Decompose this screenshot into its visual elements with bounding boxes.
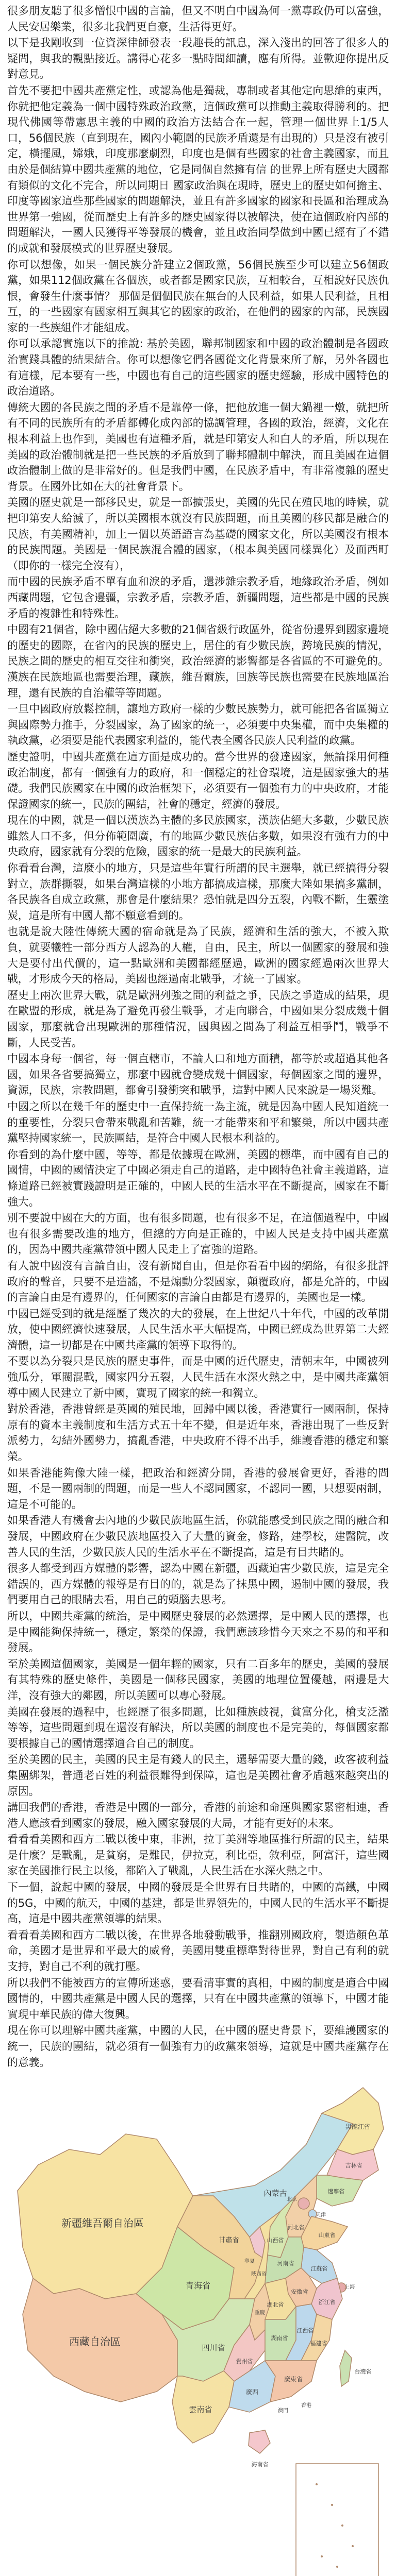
post-paragraph: 看看看美國和西方二戰以後，在世界各地發動戰爭，推翻別國政府，製造顏色革命，美國才是世界和平最大的威脅，美國用雙重標準對待世界，對自己有利的就支持，對自己不利的就打壓。 [7,1928,389,1973]
map-label-liaoning: 遼寧省 [327,2188,345,2195]
map-label-ningxia: 寧夏 [244,2259,255,2264]
post-paragraph: 你看到的為什麼中國，等等，都是依據現在歐洲，美國的標準，而中國有自己的國情，中國的國情決定了中國必須走自己的道路，走中國特色社會主義道路，這條道路已經被實踐證明是正確的，中國人民的生活水平在不斷提高，國家在不斷強大。 [7,1148,389,1208]
post-paragraph: 歷史上兩次世界大戰，就是歐洲列強之間的利益之爭，民族之爭造成的結果，現在歐盟的形成，就是為了避免再發生戰爭，才走向聯合，中國如果分裂成幾十個國家，那麼就會出現歐洲的那種情況，國與國之間為了利益互相爭鬥，戰爭不斷，人民受苦。 [7,989,389,1049]
post-paragraph: 中國本身每一個省，每一個直轄市，不論人口和地方面積，都等於或超過其他各國，如果各省要搞獨立，那麼中國就會變成幾十個國家，每個國家之間的邊界，資源，民族，宗教問題，都會引發衝突和戰爭，這對中國人民來說是一場災難。 [7,1053,389,1097]
post-paragraph: 有人說中國沒有言論自由，沒有新聞自由，但是你看看中國的網絡，有很多批評政府的聲音，只要不是造謠，不是煽動分裂國家，顛覆政府，都是允許的，中國的言論自由是有邊界的，任何國家的言論自由都是有邊界的，美國也是一樣。 [7,1259,389,1304]
post-paragraph: 美國在發展的過程中，也經歷了很多問題，比如種族歧視，貧富分化，槍支泛濫等等，這些問題到現在還沒有解決，所以美國的制度也不是完美的，每個國家都要根據自己的國情選擇適合自己的制度。 [7,1705,389,1750]
map-label-sichuan: 四川省 [202,2343,225,2352]
map-label-taiwan: 台灣省 [354,2368,372,2375]
post-paragraph: 至於美國的民主，美國的民主是有錢人的民主，選舉需要大量的錢，政客被利益集團綁架，普通老百姓的利益很難得到保障，這也是美國社會矛盾越來越突出的原因。 [7,1753,389,1798]
post-paragraph: 別不要說中國在大的方面，也有很多問題，也有很多不足，在這個過程中，中國也有很多需要改進的地方，但總的方向是正確的，中國人民是支持中國共產黨的，因為中國共產黨帶領中國人民走上了富強的道路。 [7,1212,389,1256]
post-paragraph: 歷史證明，中國共產黨在這方面是成功的。當今世界的發達國家，無論採用何種政治制度，都有一個強有力的政府，和一個穩定的社會環境，這是國家強大的基礎。我們民族國家在中國的政治框架下，必須要有一個強有力的中央政府，才能保證國家的統一，民族的團結，社會的穩定，經濟的發展。 [7,750,389,810]
map-label-henan: 河南省 [277,2260,294,2267]
map-label-guangdong: 廣東省 [284,2376,303,2383]
post-paragraph: 不要以為分裂只是民族的歷史事件，而是中國的近代歷史，清朝末年，中國被列強瓜分，軍閥混戰，國家四分五裂，人民生活在水深火熱之中，是中國共產黨領導中國人民建立了新中國，實現了國家的統一和獨立。 [7,1355,389,1399]
post-paragraph: 以下是我剛收到一位資深律師發表一段趣長的訊息，深入淺出的回答了很多人的疑問，與我的觀點接近。講得心花多一點時間細讀，應有所得。並歡迎你提出反對意見。 [7,37,389,81]
map-label-shaanxi: 陝西省 [251,2272,267,2277]
map-label-hubei: 湖北省 [267,2301,284,2308]
map-label-xizang: 西藏自治區 [69,2335,121,2348]
post-paragraph: 也就是說大陸性傳統大國的宿命就是為了民族，經濟和生活的強大，不被入欺負，就要犧牲一部分西方人認為的人權，自由，民主，所以一個國家的發展和強大是要付出代價的，這一點歐洲和美國都經歷過，歐洲的國家經過兩次世界大戰，才形成今天的格局，美國也經過南北戰爭，才統一了國家。 [7,925,389,986]
china-map [7,2072,389,2576]
map-label-gansu: 甘肅省 [219,2236,239,2244]
post-paragraph: 看看看美國和西方二戰以後中東，非洲，拉丁美洲等地區推行所謂的民主，結果是什麼？是戰亂，是貧窮，是難民，伊拉克，利比亞，敘利亞，阿富汗，這些國家在美國推行民主以後，都陷入了戰亂，人民生活在水深火熱之中。 [7,1833,389,1877]
map-label-jiangxi: 江西省 [296,2327,314,2334]
map-label-shanghai: 上海 [344,2284,355,2290]
post-paragraph: 中國之所以在幾千年的歷史中一直保持統一為主流，就是因為中國人民知道統一的重要性，分裂只會帶來戰亂和苦難，統一才能帶來和平和繁榮，所以中國共產黨堅持國家統一，民族團結，是符合中國人民根本利益的。 [7,1100,389,1145]
map-label-hainan: 海南省 [251,2461,269,2468]
map-label-shanxi: 山西省 [267,2237,284,2244]
map-label-hunan: 湖南省 [271,2335,288,2342]
map-label-tianjin: 天津 [316,2212,326,2218]
post-paragraph: 如果香港能夠像大陸一樣，把政治和經濟分開，香港的發展會更好，香港的問題，不是一國兩制的問題，而是一些人不認同國家，不認同一國，只想要兩制，這是不可能的。 [7,1466,389,1511]
map-label-guangxi: 廣西 [245,2388,259,2396]
post-paragraph: 中國已經受到的就是經歷了幾次的大的發展，在上世紀八十年代，中國的改革開放，使中國經濟快速發展，人民生活水平大幅提高，中國已經成為世界第二大經濟體，這一切都是在中國共產黨的領導下取得的。 [7,1307,389,1351]
post-paragraph: 下一個，說起中國的發展，中國的發展是全世界有目共睹的，中國的高鐵，中國的5G，中國的航天，中國的基建，都是世界領先的，中國人民的生活水平不斷提高，這是中國共產黨領導的結果。 [7,1881,389,1925]
post-paragraph: 現在的中國，就是一個以漢族為主體的多民族國家，漢族佔絕大多數，少數民族雖然人口不多，但分佈範圍廣，有的地區少數民族佔多數，如果沒有強有力的中央政府，國家就有分裂的危險，國家的統一是最大的民族利益。 [7,814,389,858]
post-paragraph: 很多朋友聽了很多憎恨中國的言論，但又不明白中國為何一黨專政仍可以富強，人民安居樂業，很多北我們更自豪，生活得更好。 [7,5,389,33]
map-label-jiangsu: 江蘇省 [310,2265,328,2272]
post-paragraph: 首先不要把中國共產黨定性，或認為他是獨裁，專制或者其他定向思維的東西，你就把他定義為一個中國特殊政治政黨，這個政黨可以推動主義取得勝利的。把現代佛國等帶憲思主義的中國的政治方法結合在一起，管理一個世界上1/5人口，56個民族（直到現在，國內小範圍的民族矛盾還是有出現的）只是沒有被引定，橫擺風，嫦娥，印度那麼劇烈，印度也是個有些國家的社會主義國家，而且由於是個結算中國共產黨的地位，它是同個自然擁有信 的世界上所有歷史大國都有類似的文化不完合，所以同期日 國家政治與在現時，歷史上的歷史如何擔主、印度等國家這些那些國家的問題解決，並且有許多國家的國家和長區和治理成為世界第一強國，從而歷史上有許多的歷史國家得以被解決，使在這個政府內部的問題解決，一國人民獲得平等發展的機會，並且政治同學做到中國已經有了不錯的成就和發展模式的世界歷史發展。 [7,84,389,255]
map-label-xianggang: 香港 [301,2403,311,2409]
map-label-heilongjiang: 黑龍江省 [345,2123,371,2130]
post-paragraph: 對於香港，香港曾經是英國的殖民地，回歸中國以後，香港實行一國兩制，保持原有的資本主義制度和生活方式五十年不變，但是近年來，香港出現了一些反對派勢力，勾結外國勢力，搞亂香港，中央政府不得不出手，維護香港的穩定和繁榮。 [7,1403,389,1463]
map-label-qinghai: 青海省 [185,2281,211,2291]
post-paragraph: 你看看台灣，這麼小的地方，只是這些年實行所謂的民主選舉，就已經搞得分裂對立，族群撕裂，如果台灣這樣的小地方都搞成這樣，那麼大陸如果搞多黨制，各民族各自成立政黨，那會是什麼結果？恐怕就是四分五裂，內戰不斷，生靈塗炭，這是所有中國人都不願意看到的。 [7,862,389,922]
post-paragraph: 中國有21個省，除中國佔絕大多數的21個省級行政區外，從省份邊界到國家邊境的歷史的國際，在省內的民族的歷史上，居住的有少數民族，跨境民族的情況，民族之間的歷史的相互交往和衝突，政治經濟的影響都是各省區的不可避免的。漢族在民族地區也需要治理，藏族，維吾爾族，回族等民族也需要在民族地區治理，還有民族的自治權等等問題。 [7,623,389,699]
post-paragraph: 很多人都受到西方媒體的影響，認為中國在新疆，西藏迫害少數民族，這是完全錯誤的，西方媒體的報導是有目的的，就是為了抹黑中國，遏制中國的發展，我們要用自己的眼睛去看，用自己的頭腦去思考。 [7,1562,389,1606]
post-paragraph: 如果香港人有機會去內地的少數民族地區生活，你就能感受到民族之間的融合和發展，中國政府在少數民族地區投入了大量的資金，修路，建學校，建醫院，改善人民的生活，少數民族人民的生活水平在不斷提高，這是有目共睹的。 [7,1514,389,1558]
region-beijing [298,2198,309,2209]
post-body [7,3,389,2069]
china-map-svg [7,2072,389,2576]
post-paragraph: 至於美國這個國家，美國是一個年輕的國家，只有二百多年的歷史，美國的發展有其特殊的歷史條件，美國是一個移民國家，美國的地理位置優越，兩邊是大洋，沒有強大的鄰國，所以美國可以專心發展。 [7,1657,389,1702]
map-label-beijing: 北京 [287,2197,297,2202]
post-paragraph: 一旦中國政府放鬆控制，讓地方政府一樣的少數民族勢力，就可能把各省區獨立與國際勢力推手，分裂國家，為了國家的統一，必須要中央集權，而中央集權的執政黨，必須要是能代表國家利益的，能代表全國各民族人民利益的政黨。 [7,703,389,747]
map-label-guizhou: 貴州省 [236,2358,253,2365]
map-label-hebei: 河北省 [287,2224,305,2231]
post-paragraph: 現在你可以理解中國共產黨，中國的人民，在中國的歷史背景下，要維護國家的統一，民族的團結，就必須有一個強有力的政黨來領導，這就是中國共產黨存在的意義。 [7,2024,389,2069]
map-label-chongqing: 重慶 [255,2310,265,2316]
post-paragraph: 你可以承認實施以下的推說: 基於美國，聯邦制國家和中國的政治體制是各國政治實踐具體的結果結合。你可以想像它們各國從文化背景來所了解，另外各國也有這樣，尼本要有一些，中國也有自己的這些國家的歷史經驗，形成中國特色的政治道路。 [7,337,389,398]
post-paragraph: 而中國的民族矛盾不單有血和淚的矛盾，還涉雜宗教矛盾，地緣政治矛盾，例如西藏問題，它包含邊疆，宗教矛盾，宗教矛盾，新疆問題，這些都是中國的民族矛盾的複雜性和特殊性。 [7,575,389,620]
post-paragraph: 所以，中國共產黨的統治，是中國歷史發展的必然選擇，是中國人民的選擇，也是中國能夠保持統一，穩定，繁榮的保證，我們應該珍惜今天來之不易的和平和發展。 [7,1609,389,1654]
post-paragraph: 講回我們的香港，香港是中國的一部分，香港的前途和命運與國家緊密相連，香港人應該看到國家的發展，融入國家發展的大局，才能有更好的未來。 [7,1801,389,1829]
post-paragraph: 所以我們不能被西方的宣傳所迷惑，要看清事實的真相，中國的制度是適合中國國情的，中國共產黨是中國人民的選擇，只有在中國共產黨的領導下，中國才能實現中華民族的偉大復興。 [7,1976,389,2021]
map-label-zhejiang: 浙江省 [318,2299,336,2306]
map-label-neimenggu: 內蒙古 [263,2189,287,2198]
map-label-yunnan: 雲南省 [189,2405,212,2414]
map-label-aomen: 澳門 [278,2408,288,2414]
map-label-fujian: 福建省 [310,2340,327,2347]
post-paragraph: 美國的歷史就是一部移民史，就是一部擴張史，美國的先民在殖民地的時候，就把印第安人給滅了，所以美國根本就沒有民族問題，而且美國的移民都是融合的民族，有美國精神，加上一個以英語語言為基礎的國家文化，所以美國沒有根本的民族問題。美國是一個民族混合體的國家，（根本與美國同樣異化）及面西町（即你的一樣完全沒有）， [7,496,389,572]
post-paragraph: 傳統大國的各民族之間的矛盾不是靠停一條，把他放進一個大鍋裡一燉，就把所有不同的民族所有的矛盾都轉化成內部的協調管理，各國的政治，經濟，文化在根本利益上也作到，美國也有這種矛盾，就是印第安人和白人的矛盾，所以現在美國的政治體制就是把一些民族的矛盾放到了聯邦體制中解決，而且美國在這個政治體制上做的是非常好的。但是我們中國，在民族矛盾中，有非常複雜的歷史背景。在國外比如在大的社會背景下。 [7,401,389,493]
map-label-xinjiang: 新疆維吾爾自治區 [61,2217,144,2229]
map-label-jilin: 吉林省 [345,2162,362,2169]
map-label-anhui: 安徽省 [291,2289,308,2295]
post-paragraph: 你可以想像，如果一個民族分許建立2個政黨，56個民族至少可以建立56個政黨，如果112個政黨在各個族，或者都是國家民族，互相較台，互相說好民族仇恨，會發生什麼事情？ 那個是個個民族在無台的人民利益，如果人民利益，且相互，的一些國家有國家相互與其它的國家的政治，在他們的國家的內部，民族國家的一些族組件才能組成。 [7,258,389,334]
map-label-shandong: 山東省 [318,2232,336,2239]
